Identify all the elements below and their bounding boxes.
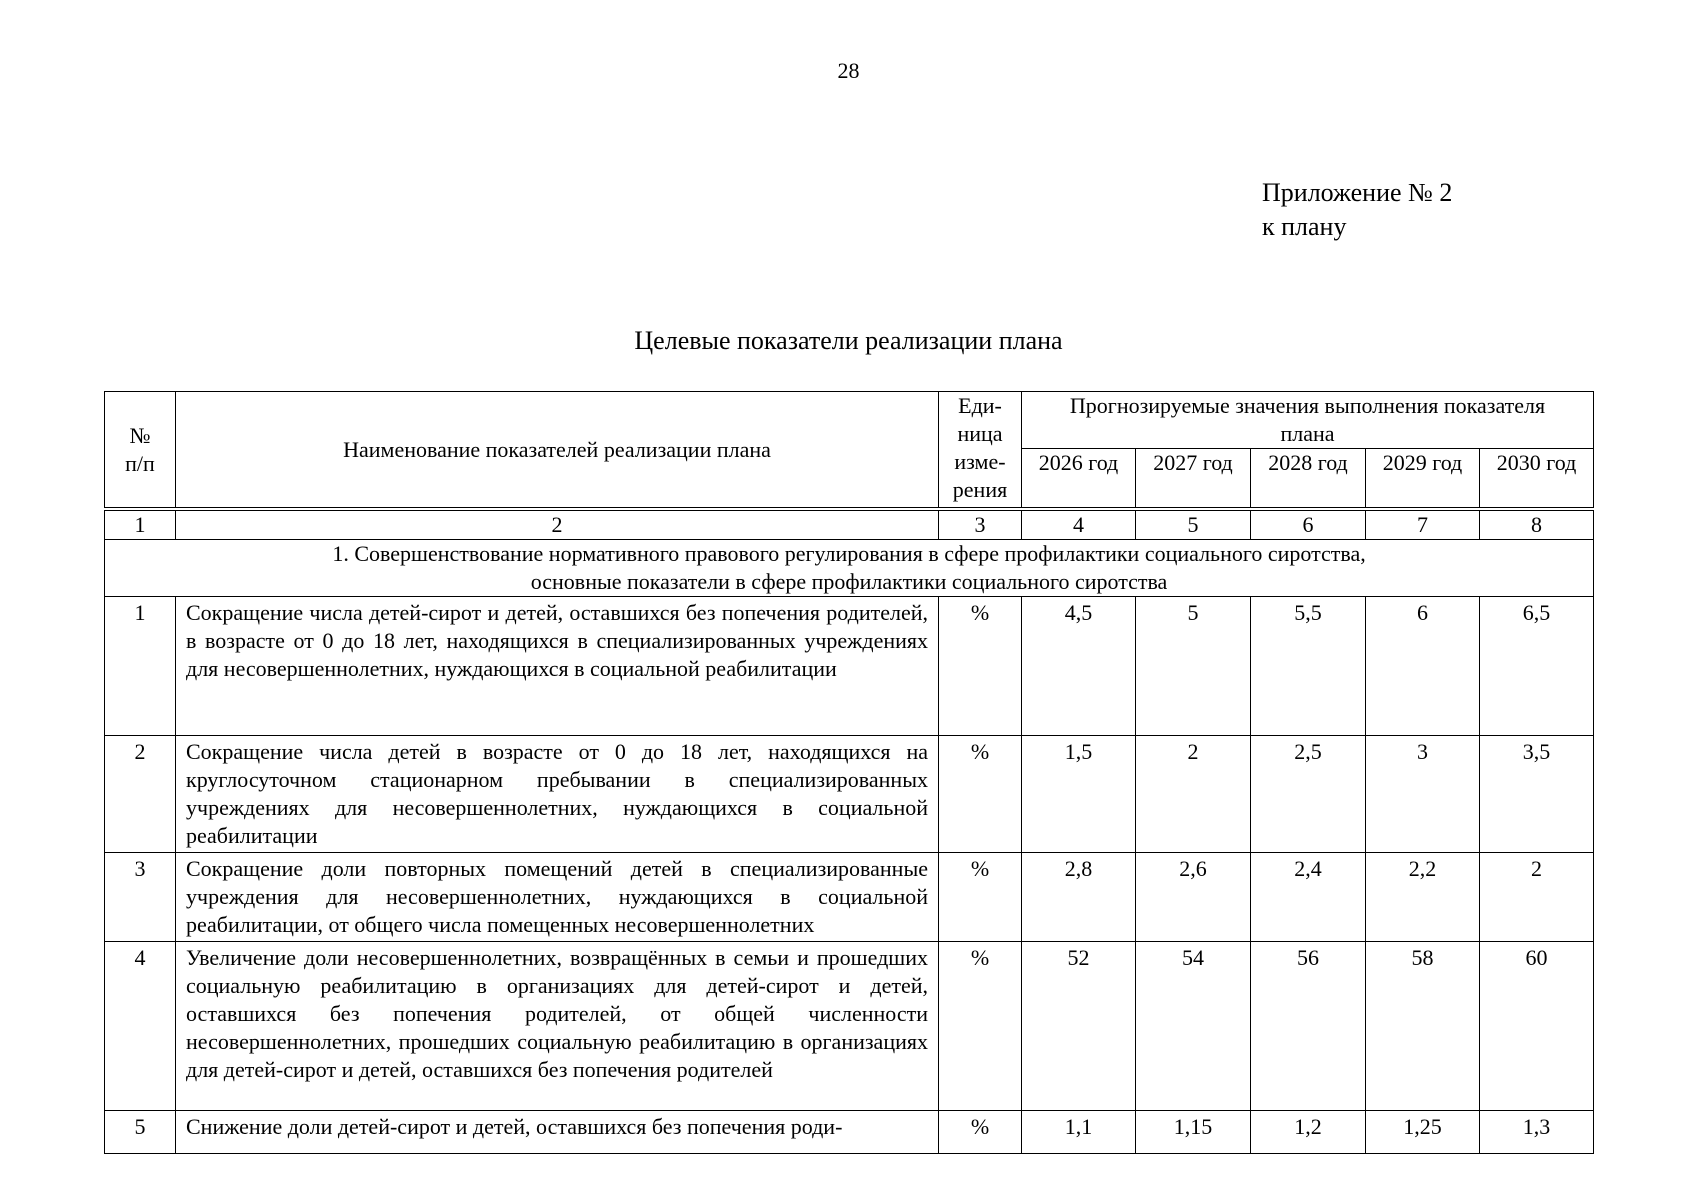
indicator-name: Сокращение числа детей-сирот и детей, оставшихся без попечения родителей, в возрасте от 0 до 18 лет, находящихся в специализированных учреждениях для несовершеннолетних, нуждающихся в социальной реабилитации <box>176 597 939 736</box>
table-row <box>105 942 1594 1111</box>
indicator-name: Сокращение числа детей в возрасте от 0 до 18 лет, находящихся на круглосуточном стационарном пребывании в специализированных учреждениях для несовершеннолетних, нуждающихся в социальной реабилитации <box>176 736 939 853</box>
value-2027: 5 <box>1136 597 1251 736</box>
column-number: 7 <box>1366 509 1480 540</box>
indicator-name: Увеличение доли несовершеннолетних, возвращённых в семьи и прошедших социальную реабилитацию в организациях для детей-сирот и детей, оставшихся без попечения родителей, от общей численности несовершеннолетних, прошедших социальную реабилитацию в организациях для детей-сирот и детей, оставшихся без попечения родителей <box>176 942 939 1111</box>
row-number: 5 <box>105 1111 176 1154</box>
row-number: 3 <box>105 853 176 942</box>
value-2030: 2 <box>1480 853 1594 942</box>
value-2029: 58 <box>1366 942 1480 1111</box>
value-2027: 2 <box>1136 736 1251 853</box>
value-2027: 2,6 <box>1136 853 1251 942</box>
table-row <box>105 597 1594 736</box>
header-year-2029: 2029 год <box>1366 449 1480 510</box>
value-2030: 60 <box>1480 942 1594 1111</box>
value-2029: 2,2 <box>1366 853 1480 942</box>
value-2028: 56 <box>1251 942 1366 1111</box>
indicator-unit: % <box>939 942 1022 1111</box>
column-number: 6 <box>1251 509 1366 540</box>
header-row-1 <box>105 392 1594 449</box>
value-2027: 54 <box>1136 942 1251 1111</box>
value-2030: 3,5 <box>1480 736 1594 853</box>
column-number: 3 <box>939 509 1022 540</box>
value-2026: 1,1 <box>1022 1111 1136 1154</box>
row-number: 1 <box>105 597 176 736</box>
header-number: № п/п <box>105 392 176 510</box>
value-2026: 2,8 <box>1022 853 1136 942</box>
column-number-row <box>105 509 1594 540</box>
indicator-unit: % <box>939 1111 1022 1154</box>
table-row <box>105 1111 1594 1154</box>
header-unit: Еди- ница изме- рения <box>939 392 1022 510</box>
header-year-2030: 2030 год <box>1480 449 1594 510</box>
column-number: 1 <box>105 509 176 540</box>
column-number: 5 <box>1136 509 1251 540</box>
appendix-label <box>1262 176 1452 244</box>
header-name: Наименование показателей реализации плана <box>176 392 939 510</box>
table-row <box>105 853 1594 942</box>
header-year-2026: 2026 год <box>1022 449 1136 510</box>
indicator-name: Снижение доли детей-сирот и детей, оставшихся без попечения роди- <box>176 1111 939 1154</box>
page-number: 28 <box>837 58 860 83</box>
header-forecast: Прогнозируемые значения выполнения показателя плана <box>1022 392 1594 449</box>
value-2028: 2,5 <box>1251 736 1366 853</box>
indicator-name: Сокращение доли повторных помещений детей в специализированные учреждения для несовершеннолетних, нуждающихся в социальной реабилитации, от общего числа помещенных несовершеннолетних <box>176 853 939 942</box>
column-number: 4 <box>1022 509 1136 540</box>
indicators-table <box>104 391 1594 1154</box>
value-2028: 5,5 <box>1251 597 1366 736</box>
value-2029: 3 <box>1366 736 1480 853</box>
row-number: 2 <box>105 736 176 853</box>
section-heading: 1. Совершенствование нормативного правового регулирования в сфере профилактики социального сиротства, основные показатели в сфере профилактики социального сиротства <box>105 540 1594 597</box>
value-2026: 52 <box>1022 942 1136 1111</box>
row-number: 4 <box>105 942 176 1111</box>
value-2029: 6 <box>1366 597 1480 736</box>
indicator-unit: % <box>939 853 1022 942</box>
value-2030: 1,3 <box>1480 1111 1594 1154</box>
section-heading-row <box>105 540 1594 597</box>
value-2027: 1,15 <box>1136 1111 1251 1154</box>
column-number: 8 <box>1480 509 1594 540</box>
header-year-2027: 2027 год <box>1136 449 1251 510</box>
value-2026: 1,5 <box>1022 736 1136 853</box>
column-number: 2 <box>176 509 939 540</box>
document-title: Целевые показатели реализации плана <box>634 326 1063 355</box>
value-2030: 6,5 <box>1480 597 1594 736</box>
indicator-unit: % <box>939 736 1022 853</box>
value-2026: 4,5 <box>1022 597 1136 736</box>
appendix-line-1: Приложение № 2 <box>1262 178 1453 207</box>
value-2028: 2,4 <box>1251 853 1366 942</box>
appendix-line-2: к плану <box>1262 212 1347 241</box>
indicator-unit: % <box>939 597 1022 736</box>
value-2028: 1,2 <box>1251 1111 1366 1154</box>
header-year-2028: 2028 год <box>1251 449 1366 510</box>
value-2029: 1,25 <box>1366 1111 1480 1154</box>
table-row <box>105 736 1594 853</box>
